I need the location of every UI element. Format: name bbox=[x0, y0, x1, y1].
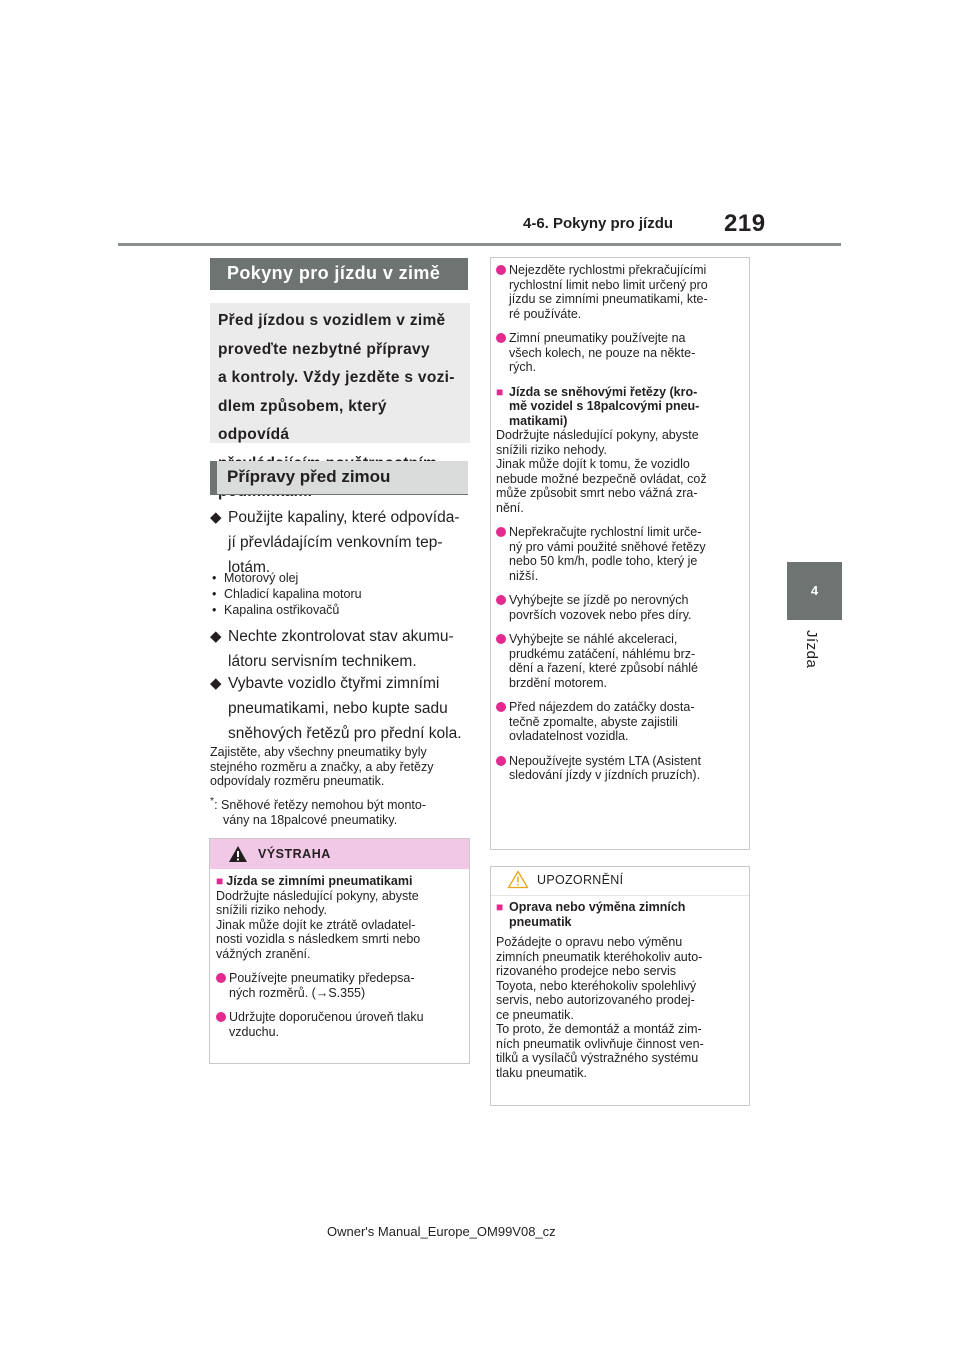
bullet-fluids: ◆ Použijte kapaliny, které odpovída- jí převládajícím venkovním tep- lotám. bbox=[210, 505, 472, 580]
bullet-dot-icon bbox=[496, 634, 506, 644]
list-item: • Kapalina ostřikovačů bbox=[210, 602, 472, 618]
intro-line: a kontroly. Vždy jezděte s vozi- bbox=[218, 369, 455, 386]
footer-text: Owner's Manual_Europe_OM99V08_cz bbox=[327, 1224, 556, 1239]
notice-title: UPOZORNĚNÍ bbox=[537, 873, 624, 887]
warning-content: ■ Jízda se zimními pneumatikami Dodržujte následující pokyny, abyste snížili riziko nehody. Jinak může dojít ke ztrátě ovladatel- nosti vozidla s následkem smrti nebo vážných zranění. Používejte pneumatiky předepsa- ných rozměrů. (→S.355) Udržujte doporučenou úroveň tlaku vzduchu. bbox=[216, 874, 424, 1039]
bullet-dot-icon bbox=[496, 756, 506, 766]
list-item: • Motorový olej bbox=[210, 570, 472, 586]
bullet-dot-icon bbox=[216, 1012, 226, 1022]
footnote: *: Sněhové řetězy nemohou být monto- vány na 18palcové pneumatiky. bbox=[210, 796, 426, 827]
bullet-dot-icon bbox=[216, 973, 226, 983]
tire-note: Zajistěte, aby všechny pneumatiky byly stejného rozměru a značky, a aby řetězy odpovídaly rozměru pneumatik. bbox=[210, 745, 434, 788]
warning-header bbox=[210, 839, 469, 869]
chapter-number: 4 bbox=[810, 583, 819, 598]
diamond-bullet-icon: ◆ bbox=[210, 509, 222, 526]
list-item: • Chladicí kapalina motoru bbox=[210, 586, 472, 602]
square-bullet-icon: ■ bbox=[216, 874, 224, 888]
bullet-dot-icon bbox=[496, 333, 506, 343]
notice-content: ■ Oprava nebo výměna zimních pneumatik Požádejte o opravu nebo výměnu zimních pneumatik kteréhokoliv auto- rizovaného prodejce nebo servis Toyota, nebo kteréhokoliv spolehlivý servis, nebo autorizovaného prodej- ce pneumatik. To proto, že demontáž a montáž zim- ních pneumatik ovlivňuje činnost ven- tilků a vysílačů výstražného systému tlaku pneumatik. bbox=[496, 900, 704, 1080]
notice-divider bbox=[491, 895, 749, 896]
intro-line: proveďte nezbytné přípravy bbox=[218, 340, 430, 358]
diamond-bullet-icon: ◆ bbox=[210, 628, 222, 645]
intro-box bbox=[210, 303, 470, 443]
bullet-dot-icon bbox=[496, 527, 506, 537]
fluid-list bbox=[210, 570, 472, 618]
diamond-bullet-icon: ◆ bbox=[210, 675, 222, 692]
caution-triangle-icon bbox=[507, 870, 529, 894]
warning-continued-content: Nejezděte rychlostmi překračujícími rychlostní limit nebo limit určený pro jízdu se zimními pneumatikami, kte- ré používáte. Zimní pneumatiky používejte na všech kolech, ne pouze na někte- rých. ■ Jízda se sněhovými řetězy (kro- mě vozidel s 18palcovými pneu- matikami) Dodržujte následující pokyny, abyste snížili riziko nehody. Jinak může dojít k tomu, že vozidlo nebude možné bezpečně ovládat, což může způsobit smrt nebo vážná zra- nění. Nepřekračujte rychlostní limit urče- ný pro vámi použité sněhové řetězy nebo 50 km/h, podle toho, který je nižší. Vyhýbejte se jízdě po nerovných površích vozovek nebo přes díry. Vyhýbejte se náhlé akceleraci, prudkému zatáčení, náhlému brz- dění a řazení, které způsobí náhlé brzdění motorem. Před nájezdem do zatáčky dosta- tečně zpomalte, abyste zajistili ovladatelnost vozidla. Nepoužívejte systém LTA (Asistent sledování jízdy v jízdních pruzích). bbox=[496, 263, 708, 782]
bullet-dot-icon bbox=[496, 702, 506, 712]
square-bullet-icon: ■ bbox=[496, 900, 504, 914]
section-title: 4-6. Pokyny pro jízdu bbox=[523, 215, 674, 232]
page-number: 219 bbox=[724, 210, 766, 237]
warning-title: VÝSTRAHA bbox=[258, 847, 331, 861]
bullet-battery: ◆ Nechte zkontrolovat stav akumu- látoru servisním technikem. bbox=[210, 624, 472, 674]
bullet-dot-icon bbox=[496, 595, 506, 605]
warning-triangle-icon bbox=[228, 845, 248, 868]
bullet-tires: ◆ Vybavte vozidlo čtyřmi zimními pneumatikami, nebo kupte sadu sněhových řetězů pro přední kola. bbox=[210, 671, 472, 746]
sub-heading: Přípravy před zimou bbox=[210, 461, 468, 495]
intro-line: dlem způsobem, který odpovídá bbox=[218, 397, 387, 443]
chapter-label: Jízda bbox=[803, 630, 820, 669]
intro-line: Před jízdou s vozidlem v zimě bbox=[218, 312, 446, 329]
main-heading: Pokyny pro jízdu v zimě bbox=[210, 258, 468, 290]
bullet-dot-icon bbox=[496, 265, 506, 275]
square-bullet-icon: ■ bbox=[496, 384, 504, 399]
header-divider bbox=[118, 243, 841, 246]
